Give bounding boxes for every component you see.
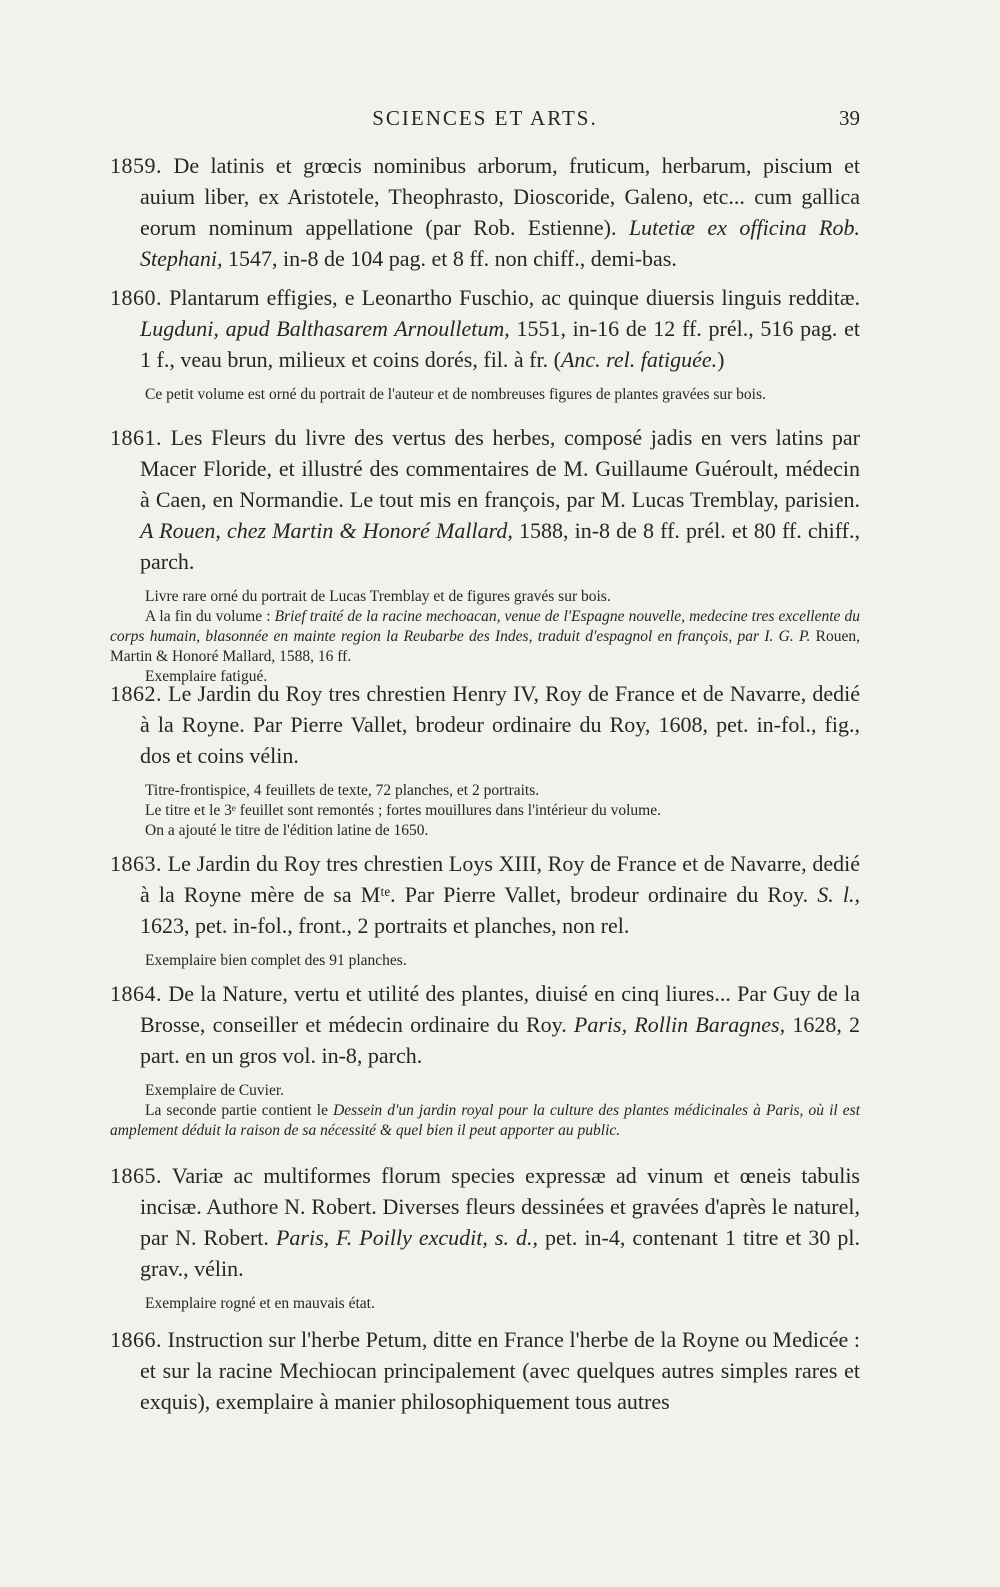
entry-binding-note: Anc. rel. fatiguée. — [560, 347, 718, 372]
catalog-entry-1863 — [110, 848, 860, 971]
entry-number: 1862. — [110, 681, 162, 706]
entry-note: Livre rare orné du portrait de Lucas Tremblay et de figures gravés sur bois. — [145, 588, 611, 605]
entry-text — [110, 1324, 860, 1417]
entry-text — [110, 150, 860, 274]
entry-title: Le Jardin du Roy tres chrestien Loys XIII, Roy de France et de Navarre, dedié à la Royne mère de sa Mᵗᵉ. Par Pierre Vallet, brodeur ordinaire du Roy. — [140, 851, 861, 907]
catalog-entry-1860 — [110, 282, 860, 405]
entry-imprint: S. l., — [817, 882, 860, 907]
catalog-entry-1862 — [110, 678, 860, 841]
entry-title: Plantarum effigies, e Leonartho Fuschio, ac quinque diuersis linguis redditæ. — [169, 285, 860, 310]
entry-title: Instruction sur l'herbe Petum, ditte en France l'herbe de la Royne ou Medicée : et sur la racine Mechiocan principalement (avec quelques autres simples rares et exquis), exemplaire à manier philosophiquement tous autres — [140, 1327, 861, 1414]
entry-note: Exemplaire rogné et en mauvais état. — [145, 1295, 375, 1312]
entry-text — [110, 1160, 860, 1284]
entry-imprint: Paris, Rollin Baragnes, — [573, 1012, 786, 1037]
note-text: Rouen, Martin & Honoré Mallard, 1588, 16 ff. — [110, 628, 861, 665]
entry-note: Le titre et le 3ᵉ feuillet sont remontés ; fortes mouillures dans l'intérieur du volume. — [145, 802, 661, 819]
entry-imprint: Lugduni, apud Balthasarem Arnoulletum, — [140, 316, 510, 341]
entry-close-paren: ) — [717, 347, 725, 372]
catalog-entry-1861 — [110, 422, 860, 687]
entry-note: On a ajouté le titre de l'édition latine de 1650. — [145, 822, 429, 839]
entry-description: 1623, pet. in-fol., front., 2 portraits et planches, non rel. — [140, 913, 630, 938]
entry-title: Variæ ac multiformes florum species expressæ ad vinum et œneis tabulis incisæ. Authore N. Robert. Diverses fleurs dessinées et gravées d'après le naturel, par N. Robert. — [140, 1163, 860, 1250]
entry-note: Exemplaire fatigué. — [145, 668, 268, 685]
entry-description: pet. in-4, contenant 1 titre et 30 pl. grav., vélin. — [140, 1225, 860, 1281]
entry-title: Les Fleurs du livre des vertus des herbes, composé jadis en vers latins par Macer Floride, et illustré des commentaires de M. Guillaume Guéroult, médecin à Caen, en Normandie. Le tout mis en françois, par M. Lucas Tremblay, parisien. — [140, 425, 861, 512]
entry-imprint: Paris, F. Poilly excudit, s. d., — [275, 1225, 538, 1250]
note-text: La seconde partie contient le — [145, 1102, 328, 1119]
entry-note: Titre-frontispice, 4 feuillets de texte, 72 planches, et 2 portraits. — [145, 782, 540, 799]
note-italic-title: Brief traité de la racine mechoacan, venue de l'Espagne nouvelle, medecine tres excellente du corps humain, blasonnée en mainte region la Reubarbe des Indes, traduit d'espagnol en françois, par I. G. P. — [110, 608, 861, 645]
entry-text — [110, 848, 860, 941]
entry-note — [110, 607, 860, 667]
entry-number: 1860. — [110, 285, 162, 310]
entry-text — [110, 422, 860, 577]
entry-text — [110, 678, 860, 771]
entry-note — [110, 1101, 860, 1141]
entry-number: 1864. — [110, 981, 162, 1006]
catalog-entry-1864 — [110, 978, 860, 1141]
entry-title: De la Nature, vertu et utilité des plantes, diuisé en cinq liures... Par Guy de la Brosse, conseiller et médecin ordinaire du Roy. — [140, 981, 861, 1037]
entry-note: Exemplaire bien complet des 91 planches. — [145, 952, 407, 969]
entry-imprint: A Rouen, chez Martin & Honoré Mallard, — [140, 518, 513, 543]
entry-description: 1551, in-16 de 12 ff. prél., 516 pag. et 1 f., veau brun, milieux et coins dorés, fil. à fr. ( — [140, 316, 860, 372]
running-header — [110, 106, 860, 136]
entry-number: 1865. — [110, 1163, 162, 1188]
entry-text — [110, 282, 860, 375]
note-italic-title: Dessein d'un jardin royal pour la culture des plantes médicinales à Paris, où il est amplement déduit la raison de sa nécessité & quel bien il peut apporter au public. — [110, 1102, 861, 1139]
entry-title: De latinis et grœcis nominibus arborum, fruticum, herbarum, piscium et auium liber, ex Aristotele, Theophrasto, Dioscoride, Galeno, etc... cum gallica eorum nominum appellatione (par Rob. Estienne). — [140, 153, 860, 240]
entry-number: 1863. — [110, 851, 162, 876]
entry-note: Ce petit volume est orné du portrait de l'auteur et de nombreuses figures de plantes gravées sur bois. — [145, 386, 766, 403]
entry-number: 1866. — [110, 1327, 162, 1352]
entry-description: 1628, 2 part. en un gros vol. in-8, parch. — [140, 1012, 861, 1068]
catalog-entry-1865 — [110, 1160, 860, 1314]
catalog-entry-1859 — [110, 150, 860, 274]
running-title: SCIENCES ET ARTS. — [372, 106, 598, 130]
entry-note: Exemplaire de Cuvier. — [145, 1082, 285, 1099]
entry-imprint: Lutetiæ ex officina Rob. Stephani, — [140, 215, 860, 271]
entry-title: Le Jardin du Roy tres chrestien Henry IV, Roy de France et de Navarre, dedié à la Royne. Par Pierre Vallet, brodeur ordinaire du Roy, 1608, pet. in-fol., fig., dos et coins vélin. — [140, 681, 860, 768]
entry-description: 1547, in-8 de 104 pag. et 8 ff. non chiff., demi-bas. — [228, 246, 677, 271]
entry-number: 1859. — [110, 153, 162, 178]
entry-text — [110, 978, 860, 1071]
page-number: 39 — [839, 106, 860, 130]
catalog-entry-1866 — [110, 1324, 860, 1417]
note-text: A la fin du volume : — [145, 608, 271, 625]
entry-number: 1861. — [110, 425, 162, 450]
entry-description: 1588, in-8 de 8 ff. prél. et 80 ff. chiff., parch. — [140, 518, 860, 574]
